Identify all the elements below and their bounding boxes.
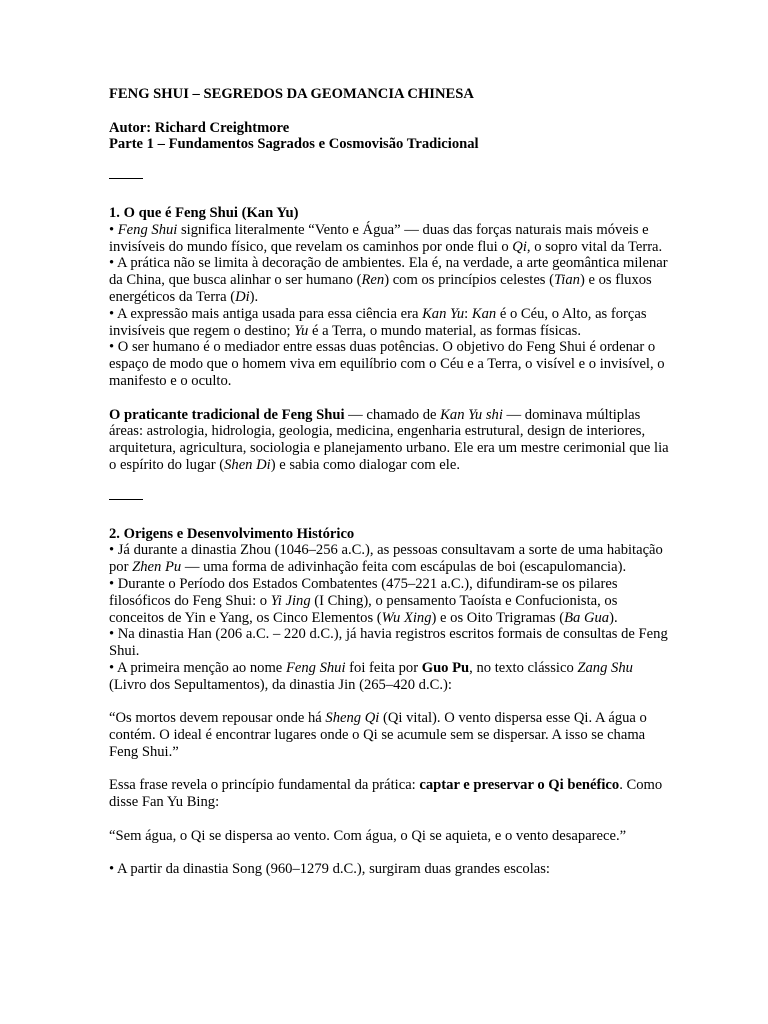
bullet-paragraph: • A primeira menção ao nome Feng Shui foi feita por Guo Pu, no texto clássico Zang Shu (Livro dos Sepultamentos), da dinastia Jin (265–420 d.C.): — [109, 659, 633, 693]
principle-paragraph: Essa frase revela o princípio fundamental da prática: captar e preservar o Qi benéfico. Como disse Fan Yu Bing: — [109, 777, 663, 811]
bullet-paragraph: • Já durante a dinastia Zhou (1046–256 a.C.), as pessoas consultavam a sorte de uma habitação por Zhen Pu — uma forma de adivinhação feita com escápulas de boi (escapulomancia). — [109, 542, 663, 576]
section-heading: 1. O que é Feng Shui (Kan Yu) — [109, 204, 299, 221]
bullet-paragraph: • Na dinastia Han (206 a.C. – 220 d.C.), já havia registros escritos formais de consultas de Feng Shui. — [109, 626, 668, 660]
author-line: Autor: Richard Creightmore — [109, 119, 290, 136]
bullet-paragraph: • Durante o Período dos Estados Combatentes (475–221 a.C.), difundiram-se os pilares filosóficos do Feng Shui: o Yi Jing (I Ching), o pensamento Taoísta e Confucionista, os conceitos de Yin e Yang, os Cinco Elementos (Wu Xing) e os Oito Trigramas (Ba Gua). — [109, 575, 618, 626]
quote-paragraph: “Os mortos devem repousar onde há Sheng Qi (Qi vital). O vento dispersa esse Qi. A água o contém. O ideal é encontrar lugares onde o Qi se acumule sem se dispersar. A isso se chama Feng Shui.” — [109, 710, 647, 760]
quote-paragraph: “Sem água, o Qi se dispersa ao vento. Com água, o Qi se aquieta, e o vento desaparece.” — [109, 827, 627, 844]
practitioner-paragraph: O praticante tradicional de Feng Shui — chamado de Kan Yu shi — dominava múltiplas áreas: astrologia, hidrologia, geologia, medicina, engenharia estrutural, design de interiores, arquitetura, agricultura, sociologia e planejamento urbano. Ele era um mestre cerimonial que lia o espírito do lugar (Shen Di) e sabia como dialogar com ele. — [109, 406, 669, 473]
bullet-paragraph: • A prática não se limita à decoração de ambientes. Ela é, na verdade, a arte geomântica milenar da China, que busca alinhar o ser humano (Ren) com os princípios celestes (Tian) e os fluxos energéticos da Terra (Di). — [109, 255, 668, 305]
document-body — [109, 86, 669, 878]
bullet-paragraph: • A partir da dinastia Song (960–1279 d.C.), surgiram duas grandes escolas: — [109, 861, 550, 878]
section-heading: 2. Origens e Desenvolvimento Histórico — [109, 525, 355, 542]
bullet-paragraph: • A expressão mais antiga usada para essa ciência era Kan Yu: Kan é o Céu, o Alto, as forças invisíveis que regem o destino; Yu é a Terra, o mundo material, as formas físicas. — [109, 305, 647, 339]
bullet-paragraph: • Feng Shui significa literalmente “Vento e Água” — duas das forças naturais mais móveis e invisíveis do mundo físico, que revelam os caminhos por onde flui o Qi, o sopro vital da Terra. — [109, 221, 663, 255]
bullet-paragraph: • O ser humano é o mediador entre essas duas potências. O objetivo do Feng Shui é ordenar o espaço de modo que o homem viva em equilíbrio com o Céu e a Terra, o visível e o invisível, o manifesto e o oculto. — [109, 339, 665, 389]
part-line: Parte 1 – Fundamentos Sagrados e Cosmovisão Tradicional — [109, 136, 479, 153]
document-title: FENG SHUI – SEGREDOS DA GEOMANCIA CHINESA — [109, 86, 474, 102]
